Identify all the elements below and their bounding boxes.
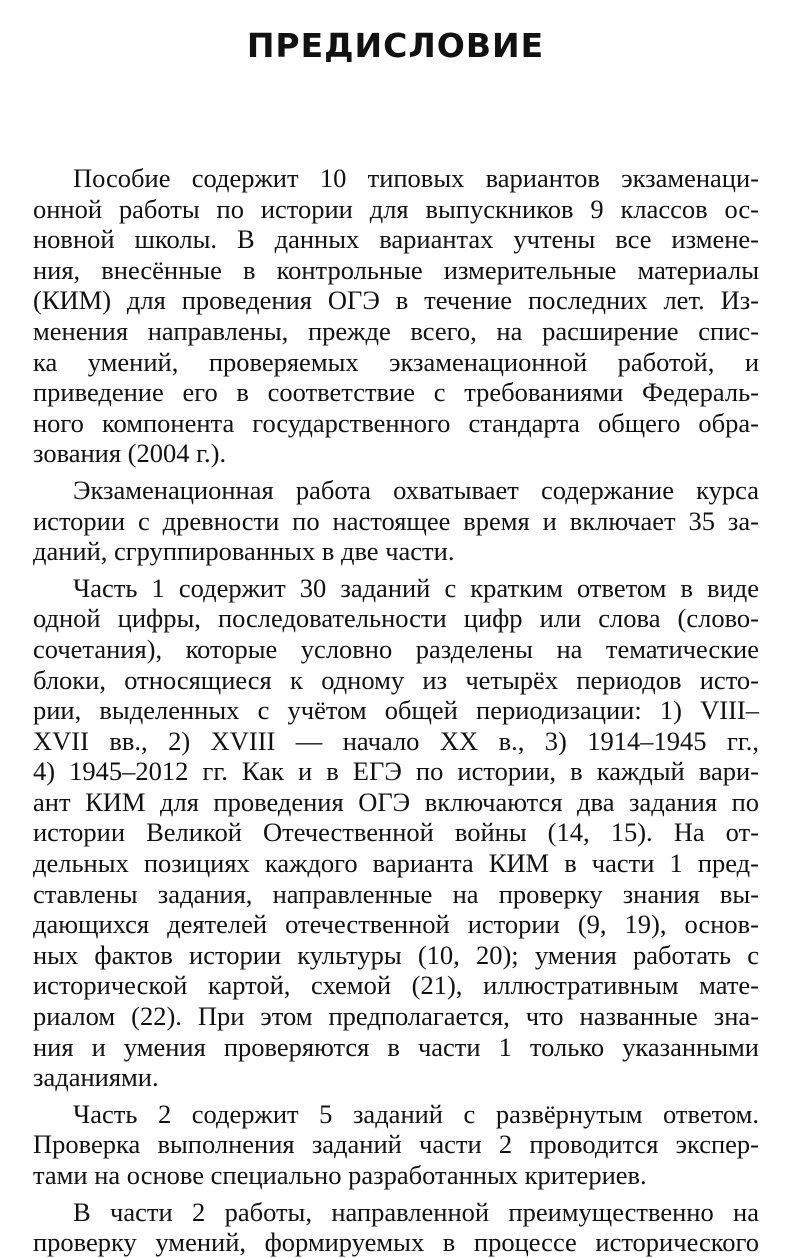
text-line: зования (2004 г.). xyxy=(33,438,227,469)
text-line: исторической картой, схемой (21), иллюстративным мате- xyxy=(33,970,759,1001)
text-line: проверку умений, формируемых в процессе исторического xyxy=(33,1227,759,1258)
text-line: ного компонента государственного стандарта общего обра- xyxy=(33,407,759,438)
text-line: онной работы по истории для выпускников 9 классов ос- xyxy=(33,193,759,224)
paragraph xyxy=(33,475,759,567)
text-line: ных фактов истории культуры (10, 20); умения работать с xyxy=(33,939,759,970)
text-line: Пособие содержит 10 типовых вариантов экзаменаци- xyxy=(73,163,759,193)
text-line: Часть 2 содержит 5 заданий с развёрнутым ответом. xyxy=(73,1098,759,1129)
text-line: ка умений, проверяемых экзаменационной работой, и xyxy=(33,346,759,377)
text-line: (КИМ) для проведения ОГЭ в течение последних лет. Из- xyxy=(33,285,759,316)
text-line: Проверка выполнения заданий части 2 проводится экспер- xyxy=(33,1129,759,1160)
text-line: дающихся деятелей отечественной истории (9, 19), основ- xyxy=(33,909,759,940)
text-line: истории Великой Отечественной войны (14, 15). На от- xyxy=(33,817,759,848)
text-line: одной цифры, последовательности цифр или слова (слово- xyxy=(33,603,759,634)
paragraph xyxy=(33,573,759,1093)
text-line: Часть 1 содержит 30 заданий с кратким ответом в виде xyxy=(73,572,759,603)
text-line: риалом (22). При этом предполагается, что названные зна- xyxy=(33,1001,759,1032)
text-line: дельных позициях каждого варианта КИМ в части 1 пред- xyxy=(33,848,759,879)
paragraph xyxy=(33,163,759,469)
text-line: рии, выделенных с учётом общей периодизации: 1) VIII– xyxy=(33,695,759,726)
text-line: заданиями. xyxy=(33,1062,159,1093)
text-line: ставлены задания, направленные на проверку знания вы- xyxy=(33,878,759,909)
text-line: ния и умения проверяются в части 1 только указанными xyxy=(33,1031,759,1062)
text-line: В части 2 работы, направленной преимущественно на xyxy=(73,1196,759,1227)
text-line: ния, внесённые в контрольные измерительные материалы xyxy=(33,254,759,285)
text-line: новной школы. В данных вариантах учтены все измене- xyxy=(33,224,759,255)
text-line: блоки, относящиеся к одному из четырёх периодов исто- xyxy=(33,664,759,695)
paragraph xyxy=(33,1099,759,1191)
text-line: тами на основе специально разработанных критериев. xyxy=(33,1160,647,1190)
text-line: приведение его в соответствие с требованиями Федераль- xyxy=(33,377,759,408)
text-line: менения направлены, прежде всего, на расширение спис- xyxy=(33,315,759,346)
document-body xyxy=(33,163,759,1258)
text-line: 4) 1945–2012 гг. Как и в ЕГЭ по истории, в каждый вари- xyxy=(33,756,759,787)
text-line: ант КИМ для проведения ОГЭ включаются два задания по xyxy=(33,786,759,817)
page-title: ПРЕДИСЛОВИЕ xyxy=(246,26,545,65)
paragraph xyxy=(33,1197,759,1258)
text-line: даний, сгруппированных в две части. xyxy=(33,536,455,567)
text-line: истории с древности по настоящее время и включает 35 за- xyxy=(33,505,759,536)
text-line: сочетания), которые условно разделены на тематические xyxy=(33,633,759,664)
text-line: Экзаменационная работа охватывает содержание курса xyxy=(73,474,759,505)
text-line: XVII вв., 2) XVIII — начало XX в., 3) 1914–1945 гг., xyxy=(33,725,759,756)
